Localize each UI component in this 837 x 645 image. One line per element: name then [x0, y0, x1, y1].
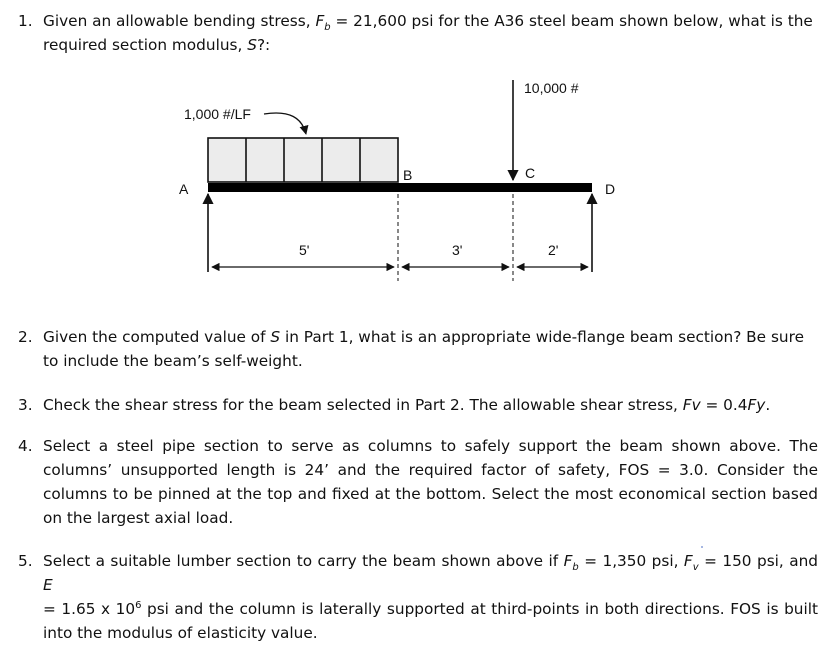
span-label-1: 5' [299, 242, 310, 258]
q5-line-3: into the modulus of elasticity value. [43, 624, 318, 642]
q4-line-4: on the largest axial load. [43, 509, 234, 527]
q5-sub-b: b [572, 562, 579, 574]
distributed-load-leader [264, 113, 306, 134]
q1-text-d: ?: [256, 36, 271, 54]
q1-var-s: S [247, 36, 257, 54]
span-label-2: 3' [452, 242, 463, 258]
q5-line-2 [43, 597, 818, 621]
span-label-3: 2' [548, 242, 559, 258]
stray-mark [701, 546, 703, 548]
q3-text-a: Check the shear stress for the beam selected in Part 2. The allowable shear stress, [43, 396, 683, 414]
q4-line-1: Select a steel pipe section to serve as columns to safely support the beam shown above. The [43, 437, 818, 455]
q1-var-f: F [315, 12, 325, 30]
q5-text-b: = 1,350 psi, [578, 552, 684, 570]
q5-text-c: = 150 psi, and [698, 552, 818, 570]
point-load-label: 10,000 # [524, 80, 579, 96]
q3-text-c: . [765, 396, 771, 414]
question-2 [18, 325, 818, 373]
q3-text-b: = 0.4 [700, 396, 748, 414]
question-4 [18, 434, 818, 530]
q5-line-1 [43, 549, 818, 597]
q2-text-a: Given the computed value of [43, 328, 271, 346]
q5-var-f2: F [683, 552, 693, 570]
question-3 [18, 393, 818, 417]
q3-var-fy: Fy [747, 396, 766, 414]
point-a-label: A [179, 181, 189, 197]
q1-sub-b: b [324, 22, 331, 34]
q4-line-2: columns’ unsupported length is 24’ and the required factor of safety, FOS = 3.0. Consider the [43, 461, 818, 479]
question-1 [18, 9, 818, 57]
q2-var-s: S [270, 328, 281, 346]
question-5-number: 5. [18, 552, 33, 570]
point-d-label: D [605, 181, 616, 197]
q5-sub-v: v [692, 562, 699, 574]
q3-var-fv: Fv [682, 396, 701, 414]
question-5 [18, 549, 818, 645]
q4-line-3: columns to be pinned at the top and fixed at the bottom. Select the most economical section based [43, 485, 818, 503]
question-1-number: 1. [18, 12, 33, 30]
q5-var-f: F [563, 552, 573, 570]
question-3-number: 3. [18, 396, 33, 414]
q1-text-b: = 21,600 psi for the A36 steel beam shown below, what is the [330, 12, 813, 30]
beam [208, 183, 592, 192]
beam-diagram [160, 74, 630, 289]
q2-text-c: to include the beam’s self-weight. [43, 352, 303, 370]
q2-text-b: in Part 1, what is an appropriate wide-flange beam section? Be sure [280, 328, 804, 346]
point-b-label: B [403, 167, 413, 183]
question-4-number: 4. [18, 437, 33, 455]
q1-text-c: required section modulus, [43, 36, 248, 54]
q5-var-e: E [43, 576, 53, 594]
q5-text-e: psi and the column is laterally supported at third-points in both directions. FOS is built [141, 600, 818, 618]
question-2-number: 2. [18, 328, 33, 346]
q5-text-d: = 1.65 x 10 [43, 600, 136, 618]
distributed-load [208, 138, 398, 182]
q1-text-a: Given an allowable bending stress, [43, 12, 316, 30]
point-c-label: C [525, 165, 536, 181]
distributed-load-label: 1,000 #/LF [184, 106, 251, 122]
q5-text-a: Select a suitable lumber section to carry the beam shown above if [43, 552, 564, 570]
q5-sup-6: 6 [135, 599, 142, 611]
